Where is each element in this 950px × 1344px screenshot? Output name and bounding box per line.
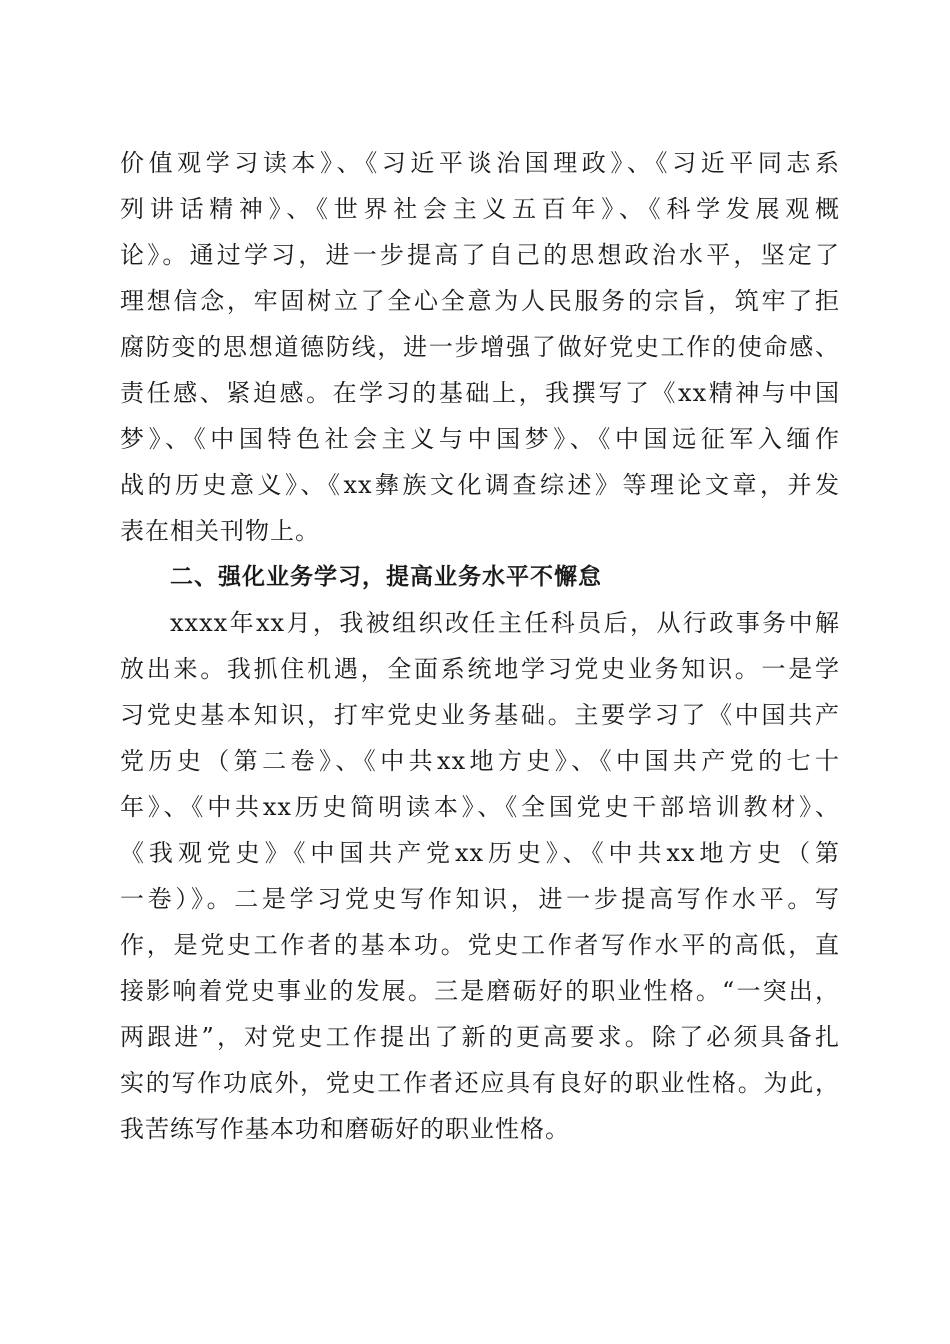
- paragraph-1-line-6: 责任感、紧迫感。在学习的基础上，我撰写了《xx精神与中国: [120, 379, 840, 407]
- paragraph-1-line-8: 战的历史意义》、《xx彝族文化调查综述》等理论文章，并发: [120, 471, 840, 499]
- paragraph-2-line-5: 年》、《中共xx历史简明读本》、《全国党史干部培训教材》、: [120, 793, 840, 821]
- paragraph-2-line-4: 党历史（第二卷》、《中共xx地方史》、《中国共产党的七十: [120, 747, 840, 775]
- paragraph-2-line-9: 接影响着党史事业的发展。三是磨砺好的职业性格。“一突出，: [120, 977, 840, 1005]
- paragraph-2-line-7: 一卷）》。二是学习党史写作知识，进一步提高写作水平。写: [120, 885, 840, 913]
- paragraph-1-line-9: 表在相关刊物上。: [120, 517, 320, 545]
- paragraph-1-line-2: 列讲话精神》、《世界社会主义五百年》、《科学发展观概: [120, 195, 840, 223]
- section-heading-2: 二、强化业务学习，提高业务水平不懈怠: [170, 564, 602, 590]
- paragraph-2-line-1: xxxx年xx月，我被组织改任主任科员后，从行政事务中解: [170, 609, 840, 637]
- paragraph-2-line-2: 放出来。我抓住机遇，全面系统地学习党史业务知识。一是学: [120, 655, 840, 683]
- paragraph-1-line-3: 论》。通过学习，进一步提高了自己的思想政治水平，坚定了: [120, 241, 840, 269]
- paragraph-2-line-3: 习党史基本知识，打牢党史业务基础。主要学习了《中国共产: [120, 701, 840, 729]
- paragraph-1-line-7: 梦》、《中国特色社会主义与中国梦》、《中国远征军入缅作: [120, 425, 840, 453]
- document-body: [120, 140, 840, 1152]
- paragraph-2-line-11: 实的写作功底外，党史工作者还应具有良好的职业性格。为此，: [120, 1069, 840, 1097]
- paragraph-1-line-4: 理想信念，牢固树立了全心全意为人民服务的宗旨，筑牢了拒: [120, 287, 840, 315]
- paragraph-2-line-12: 我苦练写作基本功和磨砺好的职业性格。: [120, 1115, 570, 1143]
- paragraph-2-line-8: 作，是党史工作者的基本功。党史工作者写作水平的高低，直: [120, 931, 840, 959]
- paragraph-1-line-5: 腐防变的思想道德防线，进一步增强了做好党史工作的使命感、: [120, 333, 840, 361]
- paragraph-2-line-6: 《我观党史》《中国共产党xx历史》、《中共xx地方史（第: [120, 839, 840, 867]
- paragraph-1-line-1: 价值观学习读本》、《习近平谈治国理政》、《习近平同志系: [120, 149, 840, 177]
- paragraph-2-line-10: 两跟进”，对党史工作提出了新的更高要求。除了必须具备扎: [120, 1023, 840, 1051]
